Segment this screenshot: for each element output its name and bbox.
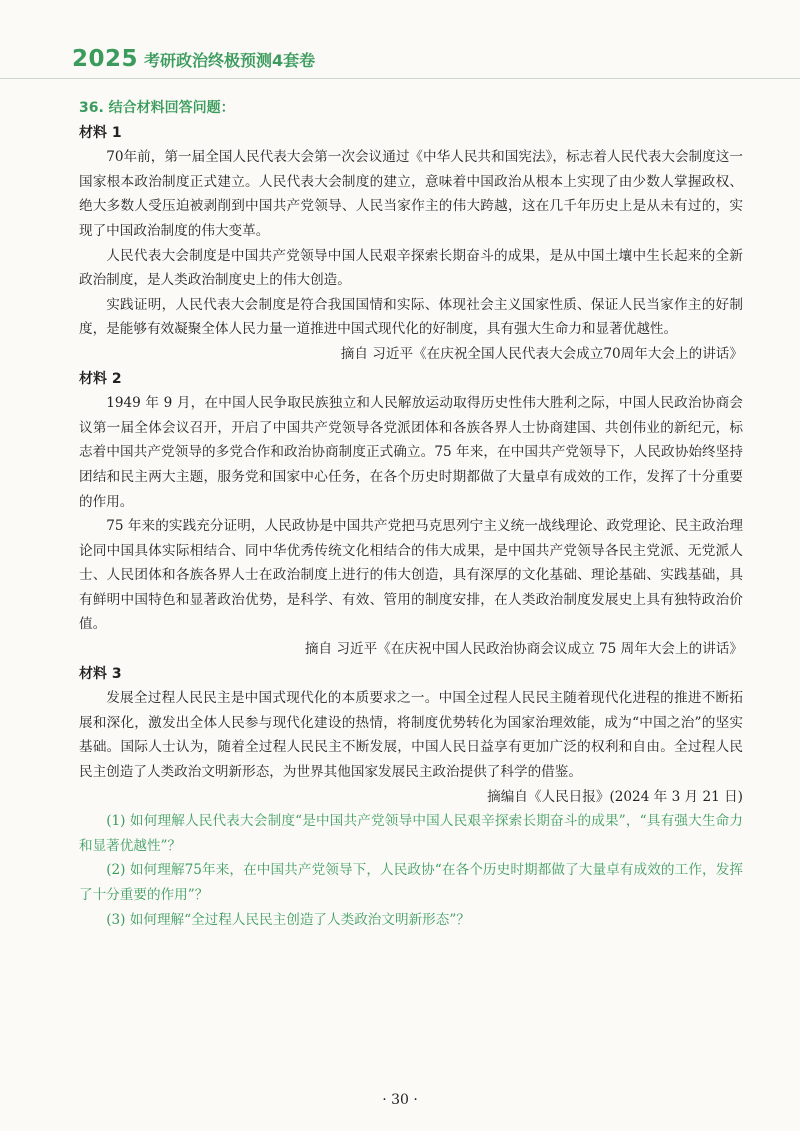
material-title: 材料 1 <box>79 124 122 141</box>
page-number: · 30 · <box>382 1092 418 1108</box>
material-title: 材料 3 <box>79 665 122 682</box>
material-source: 摘自 习近平《在庆祝全国人民代表大会成立70周年大会上的讲话》 <box>340 345 743 362</box>
sub-question-3: (3) 如何理解“全过程人民民主创造了人类政治文明新形态”？ <box>106 911 470 928</box>
material-source: 摘编自《人民日报》(2024 年 3 月 21 日) <box>487 788 743 805</box>
page-header <box>72 46 315 72</box>
material-paragraph: 1949 年 9 月，在中国人民争取民族独立和人民解放运动取得历史性伟大胜利之际，中国人民政治协商会议第一届全体会议召开，开启了中国共产党领导各党派团体和各族各界人士协商建国、共创伟业的新纪元，标志着中国共产党领导的多党合作和政治协商制度正式确立。75 年来，在中国共产党领导下，人民政协始终坚持团结和民主两大主题，服务党和国家中心任务，在各个历史时期都做了大量卓有成效的工作，发挥了十分重要的作用。 <box>79 395 743 510</box>
sub-question-1: (1) 如何理解人民代表大会制度“是中国共产党领导中国人民艰辛探索长期奋斗的成果”，“具有强大生命力和显著优越性”？ <box>79 813 743 854</box>
material-paragraph: 发展全过程人民民主是中国式现代化的本质要求之一。中国全过程人民民主随着现代化进程的推进不断拓展和深化，激发出全体人民参与现代化建设的热情，将制度优势转化为国家治理效能，成为“中国之治”的坚实基础。国际人士认为，随着全过程人民民主不断发展，中国人民日益享有更加广泛的权利和自由。全过程人民民主创造了人类政治文明新形态，为世界其他国家发展民主政治提供了科学的借鉴。 <box>79 690 743 781</box>
header-divider <box>0 78 800 79</box>
material-paragraph: 实践证明，人民代表大会制度是符合我国国情和实际、体现社会主义国家性质、保证人民当家作主的好制度，是能够有效凝聚全体人民力量一道推进中国式现代化的好制度，具有强大生命力和显著优越性。 <box>79 296 743 338</box>
material-title: 材料 2 <box>79 370 122 387</box>
material-source: 摘自 习近平《在庆祝中国人民政治协商会议成立 75 周年大会上的讲话》 <box>304 641 743 658</box>
sub-questions <box>79 809 743 932</box>
header-title: 考研政治终极预测4套卷 <box>144 51 316 70</box>
material-2 <box>79 367 743 662</box>
question-title: 36. 结合材料回答问题： <box>79 100 235 116</box>
sub-question-2: (2) 如何理解75年来，在中国共产党领导下，人民政协“在各个历史时期都做了大量卓有成效的工作，发挥了十分重要的作用”？ <box>79 862 743 903</box>
material-3 <box>79 662 743 810</box>
main-content <box>79 96 743 932</box>
header-year: 2025 <box>72 46 139 72</box>
material-paragraph: 人民代表大会制度是中国共产党领导中国人民艰辛探索长期奋斗的成果，是从中国土壤中生长起来的全新政治制度，是人类政治制度史上的伟大创造。 <box>79 247 743 289</box>
material-paragraph: 70年前，第一届全国人民代表大会第一次会议通过《中华人民共和国宪法》，标志着人民代表大会制度这一国家根本政治制度正式建立。人民代表大会制度的建立，意味着中国政治从根本上实现了由少数人掌握政权、绝大多数人受压迫被剥削到中国共产党领导、人民当家作主的伟大跨越，这在几千年历史上是从未有过的，实现了中国政治制度的伟大变革。 <box>79 149 743 239</box>
material-1 <box>79 121 743 367</box>
material-paragraph: 75 年来的实践充分证明，人民政协是中国共产党把马克思列宁主义统一战线理论、政党理论、民主政治理论同中国具体实际相结合、同中华优秀传统文化相结合的伟大成果，是中国共产党领导各民主党派、无党派人士、人民团体和各族各界人士在政治制度上进行的伟大创造，具有深厚的文化基础、理论基础、实践基础，具有鲜明中国特色和显著政治优势，是科学、有效、管用的制度安排，在人类政治制度发展史上具有独特政治价值。 <box>79 518 743 633</box>
